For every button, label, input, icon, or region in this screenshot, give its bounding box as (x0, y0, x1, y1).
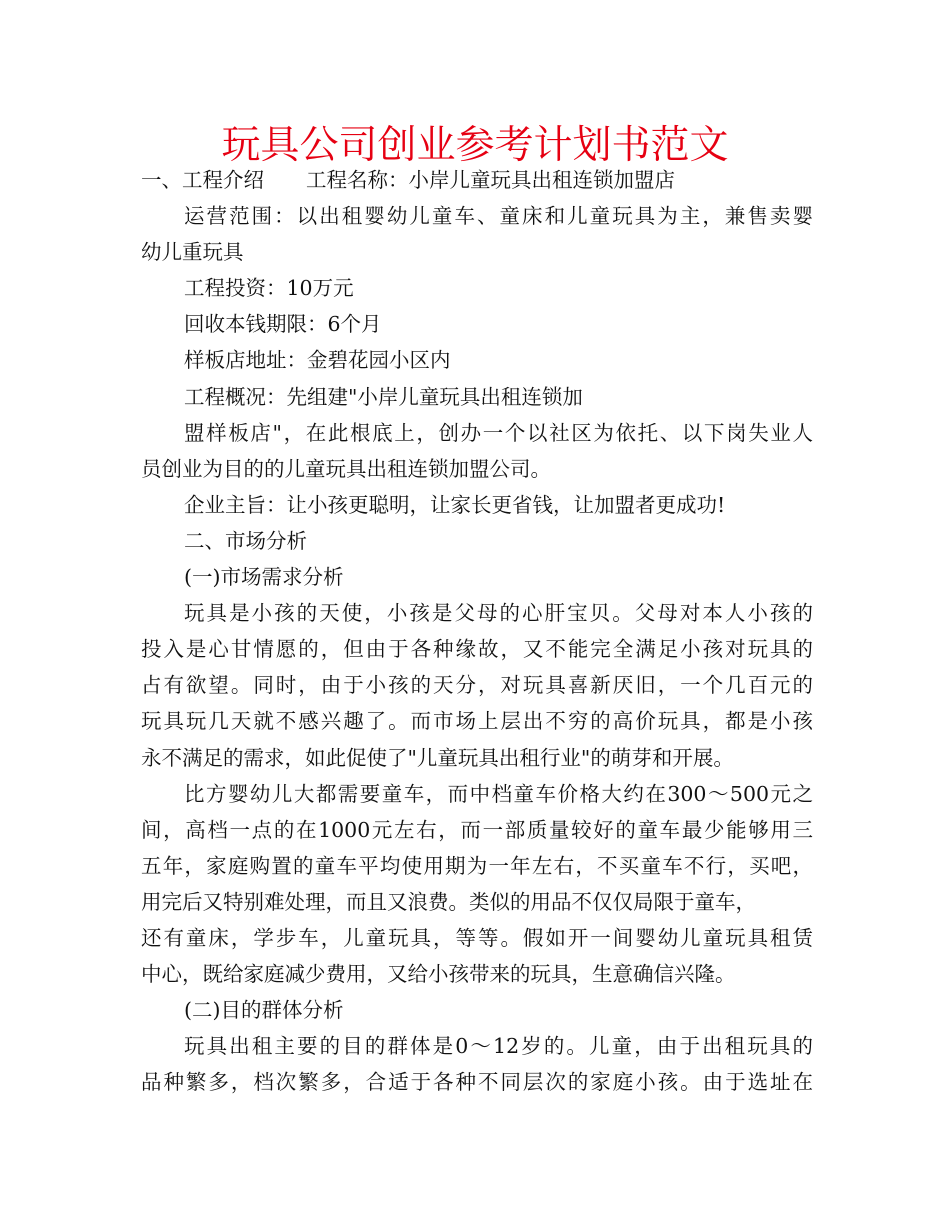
text-line: 还有童床，学步车，儿童玩具，等等。假如开一间婴幼儿童玩具租赁 (141, 925, 813, 950)
text-line: 运营范围：以出租婴幼儿童车、童床和儿童玩具为主，兼售卖婴 (184, 204, 813, 229)
text-line: 员创业为目的的儿童玩具出租连锁加盟公司。 (141, 456, 551, 481)
section-heading: 二、市场分析 (184, 528, 307, 553)
text-line: 玩具玩几天就不感兴趣了。而市场上层出不穷的高价玩具，都是小孩 (141, 709, 813, 734)
text-line: 盟样板店"，在此根底上，创办一个以社区为依托、以下岗失业人 (184, 420, 813, 445)
section-heading: 一、工程介绍 (141, 168, 264, 192)
text-span: 工程名称：小岸儿童玩具出租连锁加盟店 (306, 168, 675, 192)
text-line: 玩具是小孩的天使，小孩是父母的心肝宝贝。父母对本人小孩的 (184, 601, 813, 626)
text-line: 投入是心甘情愿的，但由于各种缘故，又不能完全满足小孩对玩具的 (141, 637, 813, 662)
subsection-heading: (二)目的群体分析 (184, 998, 344, 1023)
text-line: 回收本钱期限：6个月 (184, 312, 382, 337)
text-line: 五年，家庭购置的童车平均使用期为一年左右，不买童车不行，买吧， (141, 853, 813, 878)
text-line: 占有欲望。同时，由于小孩的天分，对玩具喜新厌旧，一个几百元的 (141, 673, 813, 698)
text-line: 用完后又特别难处理，而且又浪费。类似的用品不仅仅局限于童车， (141, 889, 756, 914)
text-line: 工程概况：先组建"小岸儿童玩具出租连锁加 (184, 384, 583, 409)
text-line (141, 162, 813, 198)
document-body (141, 162, 813, 1100)
text-line: 工程投资：10万元 (184, 276, 354, 301)
text-line: 间，高档一点的在1000元左右，而一部质量较好的童车最少能够用三 (141, 817, 813, 842)
text-line: 比方婴幼儿大都需要童车，而中档童车价格大约在300～500元之 (184, 781, 813, 806)
text-line: 玩具出租主要的目的群体是0～12岁的。儿童，由于出租玩具的 (184, 1034, 813, 1059)
text-line: 永不满足的需求，如此促使了"儿童玩具出租行业"的萌芽和开展。 (141, 745, 734, 770)
text-line: 幼儿重玩具 (141, 240, 244, 265)
text-line: 品种繁多，档次繁多，合适于各种不同层次的家庭小孩。由于选址在 (141, 1070, 813, 1095)
document-title: 玩具公司创业参考计划书范文 (221, 123, 729, 168)
text-line: 中心，既给家庭减少费用，又给小孩带来的玩具，生意确信兴隆。 (141, 962, 736, 987)
text-line: 样板店地址：金碧花园小区内 (184, 348, 451, 373)
text-line: 企业主旨：让小孩更聪明，让家长更省钱，让加盟者更成功! (184, 492, 726, 517)
subsection-heading: (一)市场需求分析 (184, 565, 344, 590)
